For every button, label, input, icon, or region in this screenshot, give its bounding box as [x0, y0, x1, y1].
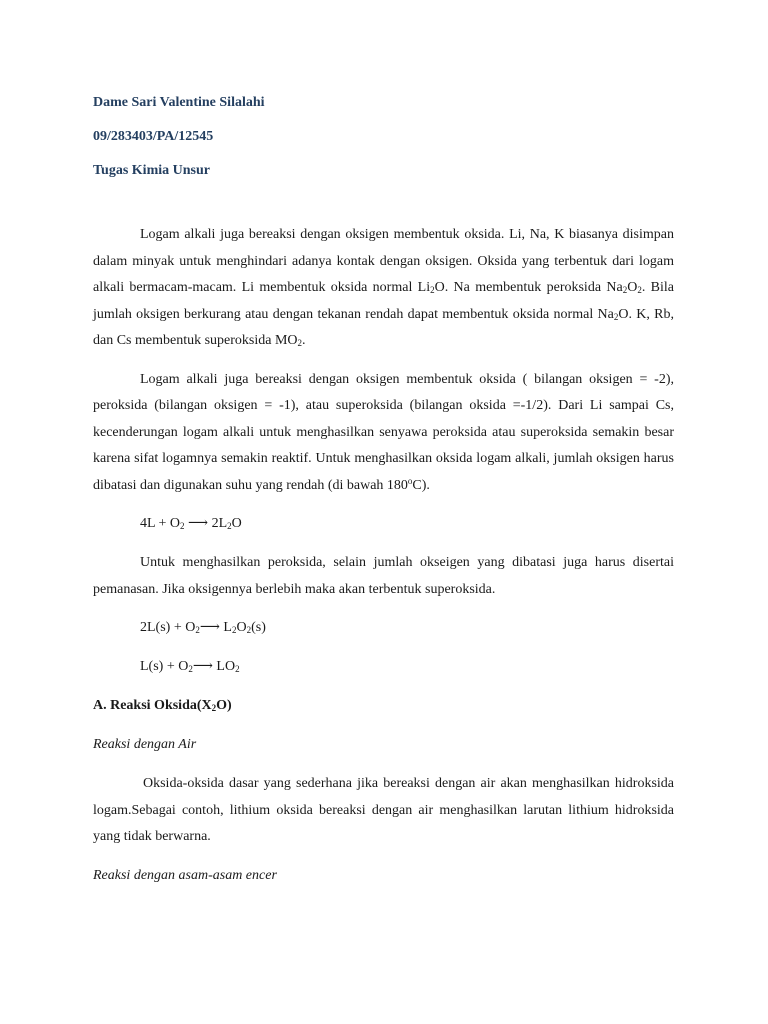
- equation-1: $4L + O_2$ ⟶ $2L_2O$: [140, 516, 242, 531]
- equation-3: $L(s) + O_2⟶$ $LO_2$: [140, 659, 240, 674]
- section-heading-a: A. Reaksi $Oksida(X_2O)$: [93, 698, 232, 713]
- document-header: [93, 94, 265, 196]
- author-name: Dame Sari Valentine Silalahi: [93, 95, 265, 110]
- paragraph-1: Logam alkali juga bereaksi dengan oksigen membentuk oksida. Li, Na, K biasanya disimpan dalam minyak untuk menghindari adanya kontak dengan oksigen. Oksida yang terbentuk dari logam alkali bermacam-macam. Li membentuk oksida normal $Li_2O$. Na membentuk peroksida $Na_2O_2$. Bila jumlah oksigen berkurang atau dengan tekanan rendah dapat membentuk oksida normal $Na_2O$. K, Rb, dan Cs membentuk superoksida $MO_2$.: [93, 227, 675, 348]
- paragraph-2: Logam alkali juga bereaksi dengan oksigen membentuk oksida ( bilangan oksigen = -2), peroksida (bilangan oksigen = -1), atau superoksida (bilangan oksida =-1/2). Dari Li sampai Cs, kecenderungan logam alkali untuk menghasilkan senyawa peroksida atau superoksida semakin besar karena sifat logamnya semakin reaktif. Untuk menghasilkan oksida logam alkali, jumlah oksigen harus dibatasi dan digunakan suhu yang rendah (di bawah 180$^o$C).: [93, 371, 674, 493]
- subheading-acids: Reaksi dengan asam-asam encer: [93, 867, 277, 883]
- document-body: [93, 222, 674, 902]
- student-id: 09/283403/PA/12545: [93, 129, 214, 144]
- paragraph-4: Oksida-oksida dasar yang sederhana jika bereaksi dengan air akan menghasilkan hidroksida logam.Sebagai contoh, lithium oksida bereaksi dengan air menghasilkan larutan lithium hidroksida yang tidak berwarna.: [93, 776, 674, 844]
- paragraph-3: Untuk menghasilkan peroksida, selain jumlah okseigen yang dibatasi juga harus disertai pemanasan. Jika oksigennya berlebih maka akan terbentuk superoksida.: [93, 555, 674, 597]
- subheading-water: Reaksi dengan Air: [93, 737, 197, 752]
- assignment-title: Tugas Kimia Unsur: [93, 163, 210, 178]
- equation-2: $2L(s) + O_2⟶$ $L_2O_2(s)$: [140, 620, 266, 635]
